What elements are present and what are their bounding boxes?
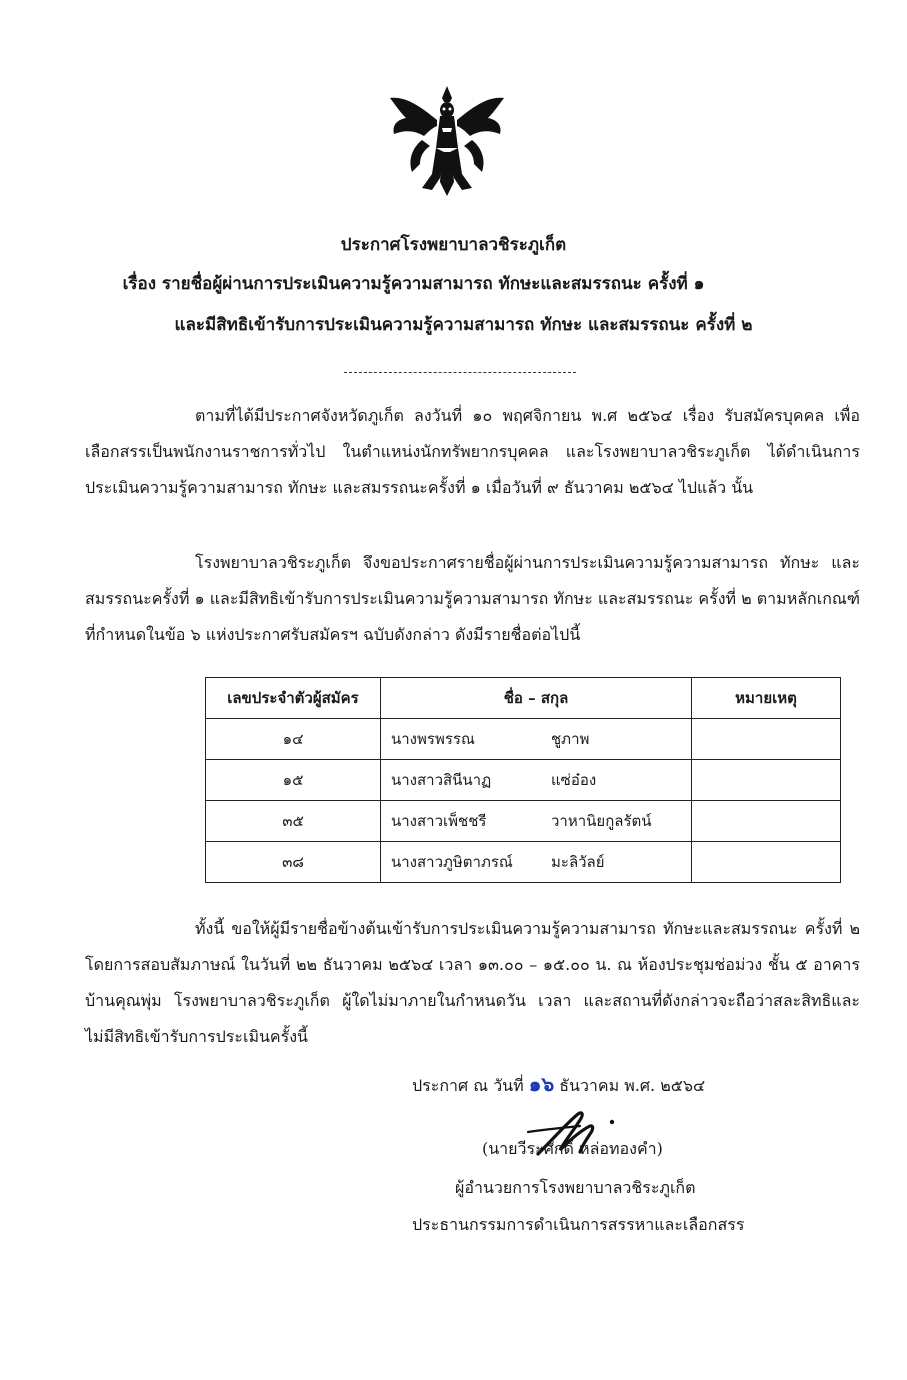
header-applicant-id: เลขประจำตัวผู้สมัคร <box>206 678 381 719</box>
last-name: วาหานิยกูลรัตน์ <box>551 812 652 830</box>
last-name: ชูภาพ <box>551 730 590 748</box>
applicant-note <box>692 719 841 760</box>
handwritten-day: ๑๖ <box>528 1072 555 1096</box>
applicant-note <box>692 801 841 842</box>
signatory-name: (นายวีระศักดิ์ หล่อทองคำ) <box>482 1139 663 1158</box>
applicant-id: ๑๕ <box>206 760 381 801</box>
applicant-name <box>381 719 692 760</box>
applicant-name <box>381 801 692 842</box>
paragraph-interview-details: ทั้งนี้ ขอให้ผู้มีรายชื่อข้างต้นเข้ารับการประเมินความรู้ความสามารถ ทักษะและสมรรถนะ ครั้งที่ ๒ โดยการสอบสัมภาษณ์ ในวันที่ ๒๒ ธันวาคม ๒๕๖๔ เวลา ๑๓.๐๐ – ๑๕.๐๐ น. ณ ห้องประชุมช่อม่วง ชั้น ๕ อาคารบ้านคุณพุ่ม โรงพยาบาลวชิระภูเก็ต ผู้ใดไม่มาภายในกำหนดวัน เวลา และสถานที่ดังกล่าวจะถือว่าสละสิทธิและไม่มีสิทธิเข้ารับการประเมินครั้งนี้ <box>85 919 860 1046</box>
table-row <box>206 842 841 883</box>
applicant-id: ๓๕ <box>206 801 381 842</box>
date-suffix: ธันวาคม พ.ศ. ๒๕๖๔ <box>559 1076 706 1095</box>
dashed-divider <box>344 372 576 373</box>
table-header-row <box>206 678 841 719</box>
subject-line-2: และมีสิทธิเข้ารับการประเมินความรู้ความสามารถ ทักษะ และสมรรถนะ ครั้งที่ ๒ <box>174 315 753 335</box>
first-name: นางสาวเพ็ชชรี <box>391 812 487 830</box>
table-row <box>206 760 841 801</box>
header-remarks: หมายเหตุ <box>692 678 841 719</box>
applicant-id: ๓๘ <box>206 842 381 883</box>
last-name: มะลิวัลย์ <box>551 853 605 871</box>
paragraph-background: ตามที่ได้มีประกาศจังหวัดภูเก็ต ลงวันที่ ๑๐ พฤศจิกายน พ.ศ ๒๕๖๔ เรื่อง รับสมัครบุคคล เพื่อเลือกสรรเป็นพนักงานราชการทั่วไป ในตำแหน่งนักทรัพยากรบุคคล และโรงพยาบาลวชิระภูเก็ต ได้ดำเนินการประเมินความรู้ความสามารถ ทักษะ และสมรรถนะครั้งที่ ๑ เมื่อวันที่ ๙ ธันวาคม ๒๕๖๔ ไปแล้ว นั้น <box>85 406 860 497</box>
candidate-table <box>205 677 841 883</box>
table-row <box>206 801 841 842</box>
applicant-name <box>381 760 692 801</box>
first-name: นางสาวภูษิตาภรณ์ <box>391 853 513 871</box>
header-full-name: ชื่อ – สกุล <box>381 678 692 719</box>
applicant-note <box>692 760 841 801</box>
date-prefix: ประกาศ ณ วันที่ <box>412 1076 524 1095</box>
signatory-committee-role: ประธานกรรมการดำเนินการสรรหาและเลือกสรร <box>412 1215 745 1234</box>
announcement-title: ประกาศโรงพยาบาลวชิระภูเก็ต <box>340 235 567 255</box>
paragraph-announcement: โรงพยาบาลวชิระภูเก็ต จึงขอประกาศรายชื่อผู้ผ่านการประเมินความรู้ความสามารถ ทักษะ และสมรรถนะครั้งที่ ๑ และมีสิทธิเข้ารับการประเมินความรู้ความสามารถ ทักษะ และสมรรถนะ ครั้งที่ ๒ ตามหลักเกณฑ์ที่กำหนดในข้อ ๖ แห่งประกาศรับสมัครฯ ฉบับดังกล่าว ดังมีรายชื่อต่อไปนี้ <box>85 553 861 644</box>
first-name: นางสาวสินีนาฏ <box>391 771 492 789</box>
table-row <box>206 719 841 760</box>
applicant-name <box>381 842 692 883</box>
first-name: นางพรพรรณ <box>391 730 475 748</box>
signatory-position: ผู้อำนวยการโรงพยาบาลวชิระภูเก็ต <box>455 1178 696 1197</box>
applicant-id: ๑๔ <box>206 719 381 760</box>
garuda-emblem-icon <box>382 78 512 208</box>
last-name: แซ่อ๋อง <box>551 771 597 789</box>
applicant-note <box>692 842 841 883</box>
subject-line-1: เรื่อง รายชื่อผู้ผ่านการประเมินความรู้ความสามารถ ทักษะและสมรรถนะ ครั้งที่ ๑ <box>122 274 705 294</box>
